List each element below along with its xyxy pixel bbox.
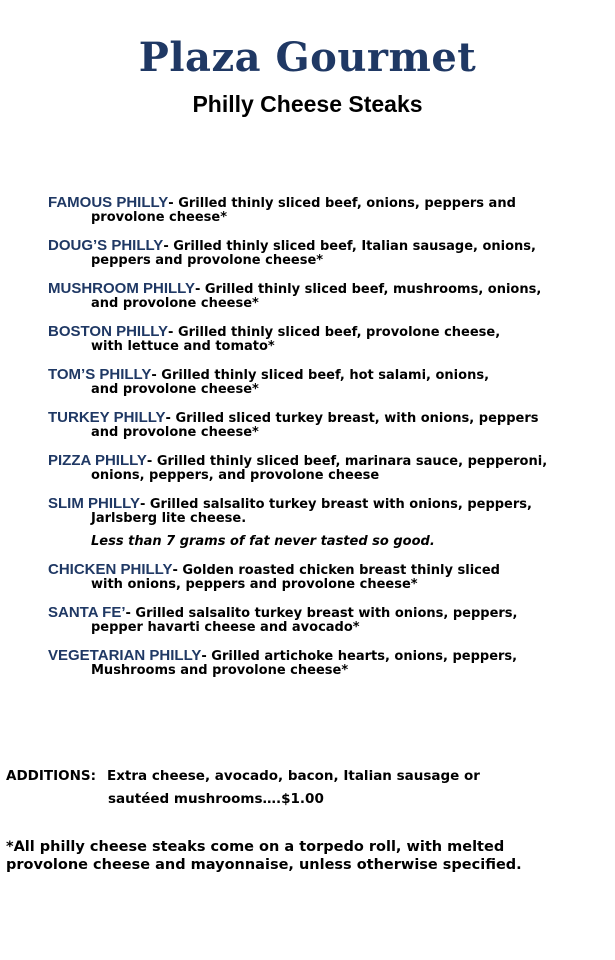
- menu-item-description-cont: with onions, peppers and provolone cheese*: [91, 577, 418, 592]
- additions-block: [6, 765, 606, 811]
- menu-item-name: CHICKEN PHILLY: [48, 561, 173, 578]
- menu-item: [48, 239, 608, 268]
- menu-item-list: [48, 196, 608, 692]
- menu-item-name: MUSHROOM PHILLY: [48, 280, 195, 297]
- menu-item-description: - Grilled thinly sliced beef, Italian sausage, onions,: [163, 239, 536, 254]
- menu-item-description-cont: Jarlsberg lite cheese.: [91, 511, 247, 526]
- menu-item-description: - Grilled salsalito turkey breast with onions, peppers,: [139, 497, 532, 512]
- menu-item-description-cont: onions, peppers, and provolone cheese: [91, 468, 380, 483]
- menu-item-name: FAMOUS PHILLY: [48, 194, 169, 211]
- restaurant-title: Plaza Gourmet: [138, 34, 477, 81]
- menu-item: [48, 411, 608, 440]
- footnote-line: provolone cheese and mayonnaise, unless otherwise specified.: [6, 857, 522, 873]
- menu-item-description-cont: peppers and provolone cheese*: [91, 253, 324, 268]
- menu-item: [48, 282, 608, 311]
- menu-item-description: - Grilled sliced turkey breast, with onions, peppers: [165, 411, 539, 426]
- menu-item-name: DOUG’S PHILLY: [48, 237, 164, 254]
- additions-text: Extra cheese, avocado, bacon, Italian sausage or: [107, 768, 480, 784]
- menu-item-description: - Grilled thinly sliced beef, provolone cheese,: [168, 325, 501, 340]
- menu-section-title: Philly Cheese Steaks: [192, 91, 423, 117]
- menu-item-description-cont: provolone cheese*: [91, 210, 227, 225]
- menu-item: [48, 196, 608, 225]
- menu-item-description: - Grilled thinly sliced beef, hot salami, onions,: [151, 368, 490, 383]
- menu-item-description-cont: Mushrooms and provolone cheese*: [91, 663, 349, 678]
- menu-item: [48, 497, 608, 549]
- menu-item-name: TURKEY PHILLY: [48, 409, 166, 426]
- menu-item: [48, 563, 608, 592]
- menu-item-description-cont: and provolone cheese*: [91, 296, 259, 311]
- additions-text-cont: sautéed mushrooms….$1.00: [108, 791, 324, 807]
- menu-item-description: - Grilled artichoke hearts, onions, peppers,: [201, 649, 518, 664]
- footnote-line: *All philly cheese steaks come on a torpedo roll, with melted: [6, 839, 505, 855]
- menu-item: [48, 606, 608, 635]
- menu-item-name: TOM’S PHILLY: [48, 366, 152, 383]
- additions-line: [6, 765, 606, 788]
- menu-item-name: SLIM PHILLY: [48, 495, 140, 512]
- menu-item: [48, 325, 608, 354]
- menu-item-name: VEGETARIAN PHILLY: [48, 647, 202, 664]
- menu-item-name: PIZZA PHILLY: [48, 452, 147, 469]
- menu-item-note: Less than 7 grams of fat never tasted so good.: [91, 534, 435, 549]
- menu-item-description-cont: with lettuce and tomato*: [91, 339, 275, 354]
- menu-item-description: - Golden roasted chicken breast thinly sliced: [172, 563, 500, 578]
- footnote: [6, 838, 606, 874]
- menu-item-description: - Grilled thinly sliced beef, marinara sauce, pepperoni,: [146, 454, 548, 469]
- menu-item: [48, 649, 608, 678]
- menu-item-description: - Grilled thinly sliced beef, mushrooms, onions,: [194, 282, 542, 297]
- menu-item-name: BOSTON PHILLY: [48, 323, 169, 340]
- menu-item-description: - Grilled salsalito turkey breast with onions, peppers,: [125, 606, 518, 621]
- menu-item: [48, 454, 608, 483]
- menu-item-name: SANTA FE’: [48, 604, 126, 621]
- menu-item-description-cont: and provolone cheese*: [91, 382, 259, 397]
- menu-item-description-cont: pepper havarti cheese and avocado*: [91, 620, 360, 635]
- additions-label: ADDITIONS:: [6, 768, 97, 784]
- menu-item-description: - Grilled thinly sliced beef, onions, peppers and: [168, 196, 516, 211]
- menu-item: [48, 368, 608, 397]
- menu-item-description-cont: and provolone cheese*: [91, 425, 259, 440]
